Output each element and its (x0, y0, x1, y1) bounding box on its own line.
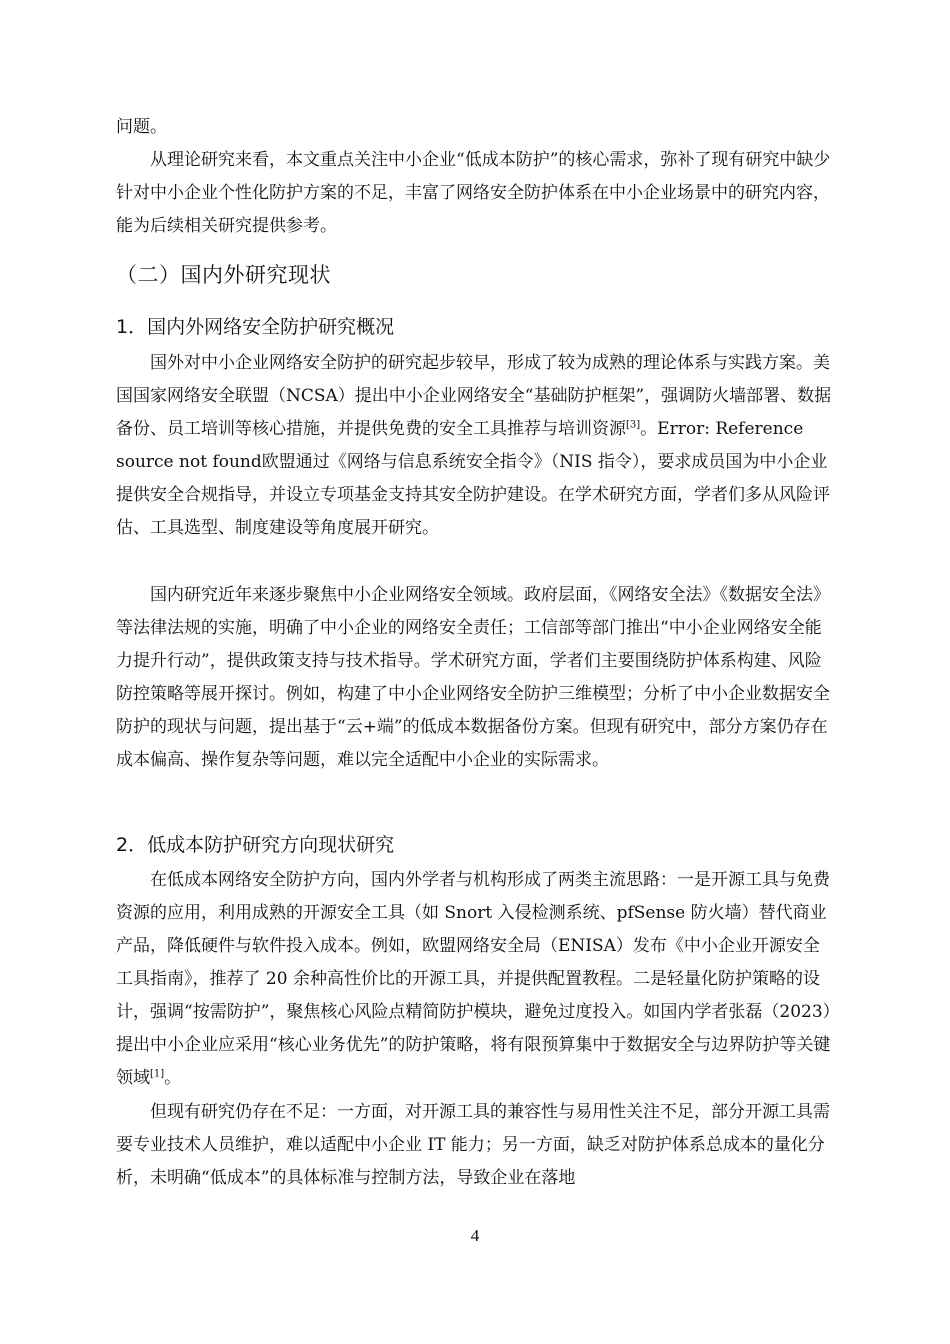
paragraph-foreign-text-a: 国外对中小企业网络安全防护的研究起步较早，形成了较为成熟的理论体系与实践方案。美国国家网络安全联盟（NCSA）提出中小企业网络安全“基础防护框架”，强调防火墙部署、数据备份、员工培训等核心措施，并提供免费的安全工具推荐与培训资源 (116, 353, 832, 439)
paragraph-domestic-research: 国内研究近年来逐步聚焦中小企业网络安全领域。政府层面，《网络安全法》《数据安全法》等法律法规的实施，明确了中小企业的网络安全责任；工信部等部门推出“中小企业网络安全能力提升行动”，提供政策支持与技术指导。学术研究方面，学者们主要围绕防护体系构建、风险防控策略等展开探讨。例如，构建了中小企业网络安全防护三维模型；分析了中小企业数据安全防护的现状与问题，提出基于“云+端”的低成本数据备份方案。但现有研究中，部分方案仍存在成本偏高、操作复杂等问题，难以完全适配中小企业的实际需求。 (116, 585, 830, 770)
paragraph-shortfall: 但现有研究仍存在不足：一方面，对开源工具的兼容性与易用性关注不足，部分开源工具需要专业技术人员维护，难以适配中小企业 IT 能力；另一方面，缺乏对防护体系总成本的量化分析，未明确“低成本”的具体标准与控制方法，导致企业在落地 (116, 1102, 830, 1188)
citation-1: [1] (150, 1068, 165, 1080)
paragraph-foreign-research (116, 347, 834, 545)
paragraph-low-cost-text-a: 在低成本网络安全防护方向，国内外学者与机构形成了两类主流思路：一是开源工具与免费资源的应用，利用成熟的开源安全工具（如 Snort 入侵检测系统、pfSense 防火墙）替代商业产品，降低硬件与软件投入成本。例如，欧盟网络安全局（ENISA）发布《中小企业开源安全工具指南》，推荐了 20 余种高性价比的开源工具，并提供配置教程。二是轻量化防护策略的设计，强调“按需防护”，聚焦核心风险点精简防护模块，避免过度投入。如国内学者张磊（2023）提出中小企业应采用“核心业务优先”的防护策略，将有限预算集中于数据安全与边界防护等关键领域 (116, 870, 832, 1088)
paragraph-theory: 从理论研究来看，本文重点关注中小企业“低成本防护”的核心需求，弥补了现有研究中缺少针对中小企业个性化防护方案的不足，丰富了网络安全防护体系在中小企业场景中的研究内容，能为后续相关研究提供参考。 (116, 150, 831, 236)
subheading-overview: 1．国内外网络安全防护研究概况 (116, 316, 395, 338)
page-number: 4 (470, 1226, 480, 1245)
paragraph-low-cost-text-b: 。 (164, 1068, 182, 1088)
paragraph-foreign-text-b: 。Error: Reference source not found欧盟通过《网络与信息系统安全指令》（NIS 指令），要求成员国为中小企业提供安全合规指导，并设立专项基金支持其安全防护建设。在学术研究方面，学者们多从风险评估、工具选型、制度建设等角度展开研究。 (116, 419, 830, 538)
section-heading-research-status: （二）国内外研究现状 (116, 263, 331, 287)
subheading-low-cost: 2．低成本防护研究方向现状研究 (116, 834, 395, 856)
paragraph-low-cost-research (116, 864, 834, 1095)
citation-3: [3] (626, 419, 641, 431)
paragraph-continuation: 问题。 (116, 117, 167, 137)
